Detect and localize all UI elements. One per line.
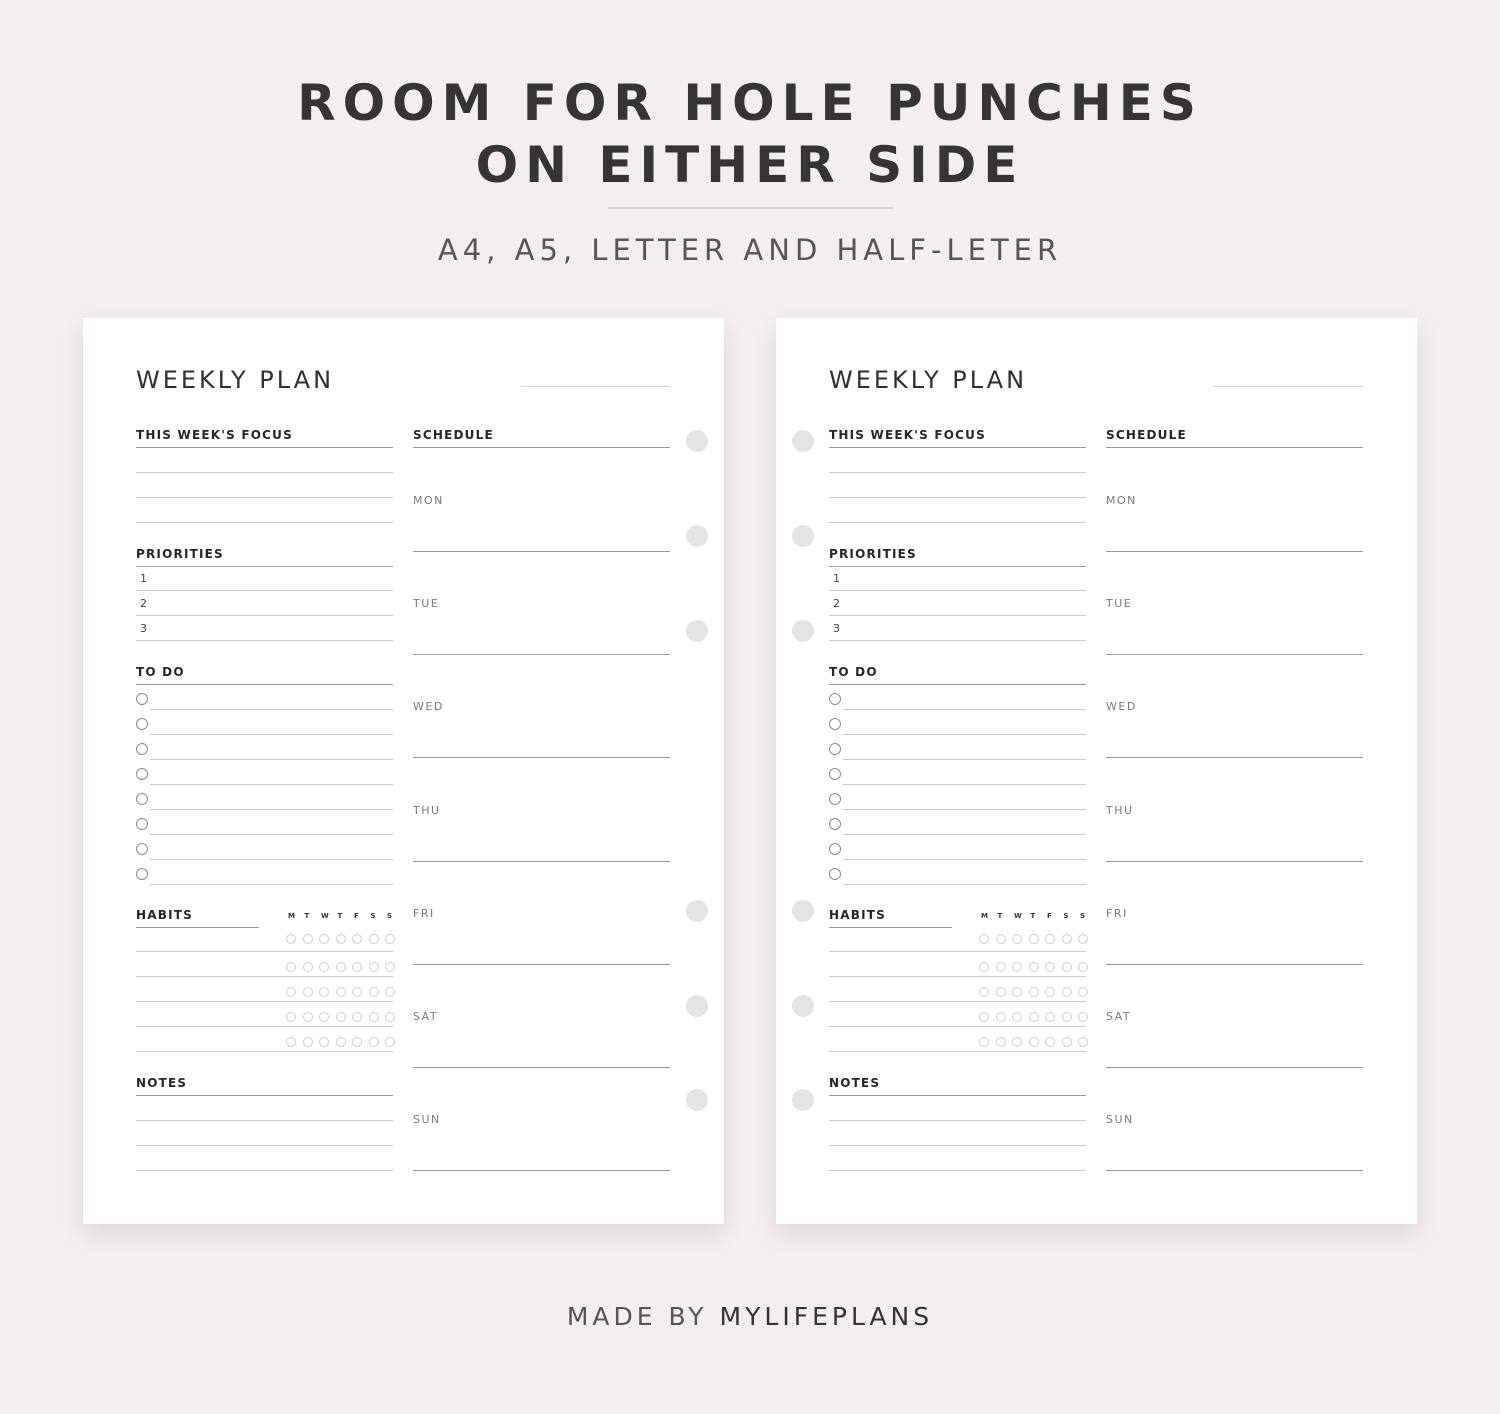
- habit-dot: [369, 934, 379, 944]
- habit-dot: [352, 934, 362, 944]
- habit-day-header: F: [354, 912, 359, 920]
- habit-dot: [1045, 934, 1055, 944]
- hole-punch-mark: [686, 995, 708, 1017]
- schedule-day-fri: FRI: [1106, 906, 1128, 920]
- habit-dot: [303, 1037, 313, 1047]
- priority-line: [829, 590, 1086, 591]
- todo-line: [843, 759, 1086, 760]
- habit-dot: [369, 987, 379, 997]
- schedule-label: SCHEDULE: [1106, 428, 1187, 442]
- habit-dot: [1029, 1037, 1039, 1047]
- todo-line: [150, 809, 393, 810]
- hole-punch-mark: [792, 995, 814, 1017]
- habit-day-header: S: [1080, 912, 1086, 920]
- footer-made-by: MADE BY: [566, 1302, 708, 1331]
- headline-line-1: ROOM FOR HOLE PUNCHES: [297, 74, 1203, 132]
- hole-punch-mark: [792, 620, 814, 642]
- focus-line: [136, 497, 393, 498]
- priority-number: 1: [140, 572, 147, 585]
- todo-line: [843, 734, 1086, 735]
- habit-line: [136, 976, 393, 977]
- habit-dot: [336, 987, 346, 997]
- priority-line: [136, 590, 393, 591]
- priority-number: 1: [833, 572, 840, 585]
- schedule-day-line: [413, 1170, 670, 1171]
- focus-line: [136, 522, 393, 523]
- schedule-day-line: [1106, 964, 1363, 965]
- priority-number: 2: [833, 597, 840, 610]
- focus-line: [136, 472, 393, 473]
- habits-underline: [829, 927, 952, 928]
- habit-dot: [979, 987, 989, 997]
- priority-line: [136, 640, 393, 641]
- habit-dot: [385, 987, 395, 997]
- habit-dot: [1062, 987, 1072, 997]
- schedule-day-line: [1106, 861, 1363, 862]
- todo-checkbox[interactable]: [136, 818, 148, 830]
- habit-dot: [1029, 962, 1039, 972]
- todo-checkbox[interactable]: [136, 768, 148, 780]
- schedule-day-thu: THU: [1106, 803, 1134, 817]
- habit-day-header: M: [981, 912, 988, 920]
- schedule-day-line: [413, 654, 670, 655]
- todo-checkbox[interactable]: [136, 718, 148, 730]
- schedule-day-sat: SAT: [1106, 1010, 1132, 1023]
- notes-line: [829, 1120, 1086, 1121]
- focus-label: THIS WEEK'S FOCUS: [829, 428, 986, 442]
- habits-underline: [136, 927, 259, 928]
- planner-page-left: [83, 318, 724, 1224]
- habit-dot: [1012, 1037, 1022, 1047]
- todo-line: [150, 709, 393, 710]
- habit-line: [829, 1051, 1086, 1052]
- planner-title: WEEKLY PLAN: [829, 366, 1028, 394]
- todo-line: [150, 734, 393, 735]
- schedule-day-mon: MON: [1106, 494, 1137, 507]
- notes-line: [829, 1170, 1086, 1171]
- habit-dot: [1078, 987, 1088, 997]
- focus-line: [829, 522, 1086, 523]
- hole-punch-mark: [686, 620, 708, 642]
- habit-dot: [385, 962, 395, 972]
- habit-dot: [1012, 962, 1022, 972]
- habit-dot: [996, 987, 1006, 997]
- todo-checkbox[interactable]: [829, 818, 841, 830]
- todo-label: TO DO: [136, 665, 185, 679]
- todo-label: TO DO: [829, 665, 878, 679]
- schedule-underline: [413, 447, 670, 448]
- todo-checkbox[interactable]: [829, 843, 841, 855]
- habit-dot: [996, 1037, 1006, 1047]
- notes-label: NOTES: [136, 1076, 188, 1090]
- habit-dot: [996, 962, 1006, 972]
- habit-dot: [319, 1012, 329, 1022]
- habit-day-header: F: [1047, 912, 1052, 920]
- todo-line: [150, 834, 393, 835]
- todo-checkbox[interactable]: [829, 868, 841, 880]
- schedule-day-line: [413, 551, 670, 552]
- schedule-day-tue: TUE: [413, 597, 440, 611]
- habit-dot: [319, 1037, 329, 1047]
- habit-dot: [1062, 1037, 1072, 1047]
- footer-credit: [0, 1302, 1500, 1331]
- habit-dot: [303, 962, 313, 972]
- schedule-day-mon: MON: [413, 494, 444, 507]
- habit-dot: [352, 1012, 362, 1022]
- habit-dot: [1062, 934, 1072, 944]
- todo-underline: [136, 684, 393, 685]
- habit-dot: [1078, 934, 1088, 944]
- todo-checkbox[interactable]: [136, 868, 148, 880]
- hole-punch-mark: [792, 1089, 814, 1111]
- hole-punch-mark: [792, 430, 814, 452]
- schedule-day-sat: SAT: [413, 1010, 439, 1023]
- todo-line: [843, 834, 1086, 835]
- todo-line: [150, 759, 393, 760]
- schedule-day-line: [1106, 757, 1363, 758]
- habit-dot: [385, 934, 395, 944]
- priorities-underline: [136, 566, 393, 567]
- habit-dot: [979, 1012, 989, 1022]
- schedule-day-line: [1106, 1170, 1363, 1171]
- todo-line: [150, 784, 393, 785]
- habit-day-header: T: [997, 912, 1003, 920]
- todo-line: [843, 784, 1086, 785]
- notes-underline: [829, 1095, 1086, 1096]
- habit-dot: [979, 1037, 989, 1047]
- habit-dot: [336, 962, 346, 972]
- habit-dot: [1045, 1012, 1055, 1022]
- focus-label: THIS WEEK'S FOCUS: [136, 428, 293, 442]
- habit-dot: [336, 934, 346, 944]
- habit-dot: [979, 962, 989, 972]
- habit-dot: [336, 1037, 346, 1047]
- habit-dot: [352, 1037, 362, 1047]
- date-line: [1214, 386, 1363, 387]
- habit-dot: [286, 1037, 296, 1047]
- todo-checkbox[interactable]: [136, 843, 148, 855]
- habit-day-header: M: [288, 912, 295, 920]
- headline-divider: [608, 207, 893, 209]
- habit-dot: [319, 987, 329, 997]
- habit-dot: [286, 934, 296, 944]
- planner-page-right: [776, 318, 1417, 1224]
- priorities-label: PRIORITIES: [136, 547, 224, 561]
- habit-line: [829, 1001, 1086, 1002]
- todo-checkbox[interactable]: [136, 743, 148, 755]
- schedule-underline: [1106, 447, 1363, 448]
- habit-dot: [385, 1037, 395, 1047]
- notes-line: [136, 1145, 393, 1146]
- schedule-day-line: [413, 861, 670, 862]
- habit-dot: [286, 962, 296, 972]
- habit-dot: [1045, 962, 1055, 972]
- priority-line: [136, 615, 393, 616]
- habits-label: HABITS: [136, 908, 193, 922]
- habit-line: [136, 1001, 393, 1002]
- habit-day-header: S: [387, 912, 393, 920]
- todo-checkbox[interactable]: [829, 793, 841, 805]
- schedule-day-wed: WED: [413, 700, 444, 714]
- schedule-day-line: [1106, 654, 1363, 655]
- footer-brand: MYLIFEPLANS: [719, 1302, 934, 1331]
- hole-punch-mark: [792, 900, 814, 922]
- habit-day-header: W: [321, 912, 329, 920]
- todo-line: [843, 709, 1086, 710]
- focus-line: [829, 497, 1086, 498]
- priorities-underline: [829, 566, 1086, 567]
- todo-line: [843, 884, 1086, 885]
- habit-dot: [1029, 1012, 1039, 1022]
- habit-line: [136, 1026, 393, 1027]
- schedule-day-tue: TUE: [1106, 597, 1133, 611]
- habit-dot: [286, 987, 296, 997]
- hole-punch-mark: [686, 1089, 708, 1111]
- todo-line: [843, 809, 1086, 810]
- schedule-label: SCHEDULE: [413, 428, 494, 442]
- priority-number: 3: [140, 622, 147, 635]
- hole-punch-mark: [792, 525, 814, 547]
- focus-line: [829, 472, 1086, 473]
- habit-dot: [1078, 1012, 1088, 1022]
- schedule-day-line: [413, 964, 670, 965]
- habit-dot: [1062, 1012, 1072, 1022]
- todo-checkbox[interactable]: [829, 693, 841, 705]
- notes-line: [829, 1145, 1086, 1146]
- notes-label: NOTES: [829, 1076, 881, 1090]
- schedule-day-line: [413, 757, 670, 758]
- hole-punch-mark: [686, 900, 708, 922]
- hole-punch-mark: [686, 430, 708, 452]
- habit-dot: [1012, 1012, 1022, 1022]
- habit-dot: [369, 1037, 379, 1047]
- schedule-day-line: [1106, 1067, 1363, 1068]
- priority-number: 3: [833, 622, 840, 635]
- habit-dot: [1045, 1037, 1055, 1047]
- habit-dot: [352, 962, 362, 972]
- habit-dot: [1029, 987, 1039, 997]
- schedule-day-sun: SUN: [413, 1113, 441, 1127]
- notes-underline: [136, 1095, 393, 1096]
- todo-checkbox[interactable]: [829, 718, 841, 730]
- habit-day-header: S: [1063, 912, 1069, 920]
- habit-dot: [1078, 962, 1088, 972]
- habit-dot: [1045, 987, 1055, 997]
- habit-line: [136, 1051, 393, 1052]
- todo-line: [150, 884, 393, 885]
- habit-dot: [369, 1012, 379, 1022]
- priority-line: [829, 640, 1086, 641]
- habit-day-header: T: [337, 912, 343, 920]
- todo-checkbox[interactable]: [136, 693, 148, 705]
- habit-dot: [996, 934, 1006, 944]
- date-line: [521, 386, 670, 387]
- habit-day-header: S: [370, 912, 376, 920]
- planner-title: WEEKLY PLAN: [136, 366, 335, 394]
- schedule-day-thu: THU: [413, 803, 441, 817]
- priorities-label: PRIORITIES: [829, 547, 917, 561]
- headline-line-2: ON EITHER SIDE: [475, 136, 1025, 194]
- habit-dot: [303, 934, 313, 944]
- notes-line: [136, 1120, 393, 1121]
- paper-sizes: A4, A5, LETTER AND HALF-LETER: [437, 233, 1063, 267]
- habit-line: [829, 951, 1086, 952]
- todo-line: [150, 859, 393, 860]
- schedule-day-wed: WED: [1106, 700, 1137, 714]
- habit-line: [136, 951, 393, 952]
- habit-dot: [319, 934, 329, 944]
- habit-dot: [385, 1012, 395, 1022]
- habit-dot: [286, 1012, 296, 1022]
- habit-line: [829, 1026, 1086, 1027]
- todo-checkbox[interactable]: [829, 768, 841, 780]
- habit-dot: [303, 1012, 313, 1022]
- priority-number: 2: [140, 597, 147, 610]
- hole-punch-mark: [686, 525, 708, 547]
- todo-underline: [829, 684, 1086, 685]
- habit-dot: [1029, 934, 1039, 944]
- habit-dot: [352, 987, 362, 997]
- priority-line: [829, 615, 1086, 616]
- schedule-day-line: [1106, 551, 1363, 552]
- todo-checkbox[interactable]: [829, 743, 841, 755]
- notes-line: [136, 1170, 393, 1171]
- habit-dot: [1062, 962, 1072, 972]
- habit-day-header: W: [1014, 912, 1022, 920]
- habits-label: HABITS: [829, 908, 886, 922]
- habit-line: [829, 976, 1086, 977]
- habit-dot: [303, 987, 313, 997]
- habit-dot: [369, 962, 379, 972]
- schedule-day-line: [413, 1067, 670, 1068]
- todo-checkbox[interactable]: [136, 793, 148, 805]
- habit-dot: [979, 934, 989, 944]
- habit-dot: [1078, 1037, 1088, 1047]
- schedule-day-fri: FRI: [413, 906, 435, 920]
- habit-dot: [319, 962, 329, 972]
- habit-day-header: T: [304, 912, 310, 920]
- habit-day-header: T: [1030, 912, 1036, 920]
- habit-dot: [996, 1012, 1006, 1022]
- focus-underline: [829, 447, 1086, 448]
- headline: [0, 72, 1500, 196]
- todo-line: [843, 859, 1086, 860]
- habit-dot: [336, 1012, 346, 1022]
- focus-underline: [136, 447, 393, 448]
- habit-dot: [1012, 987, 1022, 997]
- habit-dot: [1012, 934, 1022, 944]
- schedule-day-sun: SUN: [1106, 1113, 1134, 1127]
